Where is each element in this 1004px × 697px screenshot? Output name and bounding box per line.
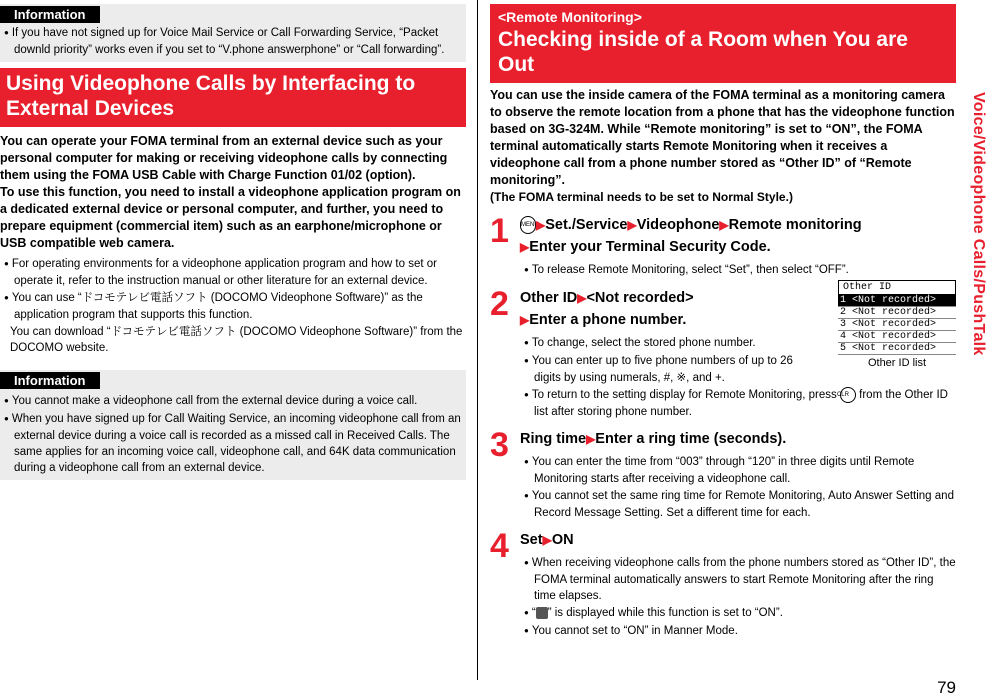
step-text: Remote monitoring bbox=[728, 217, 862, 233]
step-text: <Not recorded> bbox=[586, 290, 694, 306]
remote-monitoring-icon bbox=[536, 607, 548, 619]
screen-caption: Other ID list bbox=[867, 357, 927, 369]
arrow-icon: ▶ bbox=[719, 218, 729, 232]
step-text: Enter your Terminal Security Code. bbox=[529, 239, 771, 255]
step-text: Set bbox=[520, 532, 543, 549]
screen-row: 3 <Not recorded> bbox=[838, 319, 956, 331]
header-subtitle: <Remote Monitoring> bbox=[498, 9, 642, 25]
left-column bbox=[0, 4, 466, 480]
step-text: Enter a phone number. bbox=[529, 312, 687, 328]
step-instruction bbox=[520, 529, 956, 551]
step-text: Other ID bbox=[520, 290, 578, 306]
screen-row: 5 <Not recorded> bbox=[838, 343, 956, 355]
clr-key-icon: CLR bbox=[840, 387, 856, 403]
arrow-icon: ▶ bbox=[520, 240, 530, 254]
arrow-icon: ▶ bbox=[586, 432, 596, 447]
information-header: Information bbox=[0, 6, 100, 23]
intro-note: (The FOMA terminal needs to be set to Normal Style.) bbox=[490, 190, 793, 204]
remote-monitoring-header bbox=[490, 4, 956, 83]
step-text: Videophone bbox=[636, 217, 720, 233]
chapter-side-tab bbox=[960, 92, 996, 392]
arrow-icon: ▶ bbox=[542, 533, 552, 548]
information-box-1 bbox=[0, 4, 466, 62]
bullet-text: from the Other ID list after storing phone number. bbox=[534, 389, 948, 419]
bullet-text: To return to the setting display for Remote Monitoring, press bbox=[531, 389, 837, 402]
arrow-icon: ▶ bbox=[627, 218, 637, 232]
step-instruction bbox=[520, 214, 956, 236]
step-instruction bbox=[520, 236, 956, 258]
information-header: Information bbox=[0, 372, 100, 389]
intro-paragraph: You can use the inside camera of the FOMA terminal as a monitoring camera to observe the remote location from a phone that has the videophone function based on 3G-324M. While “Remote monitoring” is set to “ON”, the FOMA terminal automatically starts Remote Monitoring when it receives a videophone call from a phone number stored as “Other ID” of “Remote monitoring”. bbox=[490, 88, 955, 187]
intro-paragraph: You can operate your FOMA terminal from an external device such as your personal computer for making or receiving videophone calls by connecting them using the FOMA USB Cable with Charge Function 01/02 (option). bbox=[0, 134, 448, 182]
section-title: Using Videophone Calls by Interfacing to External Devices bbox=[0, 68, 466, 127]
step-bullet: ● You can enter up to five phone numbers of up to 26 digits by using numerals, #, ※, and +. bbox=[522, 353, 822, 386]
step-number: 4 bbox=[490, 527, 509, 566]
arrow-icon: ▶ bbox=[577, 291, 587, 305]
information-bullet: ● You cannot make a videophone call from the external device during a voice call. bbox=[2, 393, 466, 410]
step-bullet: ● You cannot set to “ON” in Manner Mode. bbox=[522, 623, 956, 640]
step-bullet bbox=[522, 387, 956, 420]
information-bullet: ● When you have signed up for Call Waiting Service, an incoming videophone call from an external device during a voice call is recorded as a missed call in Received Calls. The same applies for an incoming voice call, videophone call, and 64K data communication during a videophone call from an external device. bbox=[2, 411, 466, 476]
step-number: 2 bbox=[490, 285, 509, 323]
information-bullet: ● If you have not signed up for Voice Mail Service or Call Forwarding Service, “Packet downld priority” works even if you set to “V.phone answerphone” or “Call forwarding”. bbox=[2, 25, 466, 58]
step-3 bbox=[490, 428, 956, 521]
bullet-text: ” is displayed while this function is set to “ON”. bbox=[547, 607, 783, 620]
step-bullet: ● To change, select the stored phone number. bbox=[522, 335, 822, 352]
step-number: 1 bbox=[490, 212, 509, 250]
step-bullet: ● You can enter the time from “003” through “120” in three digits until Remote Monitoring starts after receiving a videophone call. bbox=[522, 454, 956, 487]
step-instruction bbox=[520, 428, 956, 450]
step-4 bbox=[490, 529, 956, 640]
requirement-paragraph: To use this function, you need to install a videophone application program on a dedicated external device or personal computer, and further, you need to prepare equipment (commercial item) such as an earphone/microphone or USB compatible web camera. bbox=[0, 185, 461, 250]
arrow-icon: ▶ bbox=[520, 313, 530, 327]
bullet-subtext: You can download “ドコモテレビ電話ソフト (DOCOMO Videophone Software)” from the DOCOMO website. bbox=[10, 326, 463, 354]
step-bullet: ● You cannot set the same ring time for Remote Monitoring, Auto Answer Setting and Record Message Setting. Set a different time for each. bbox=[522, 488, 956, 521]
screen-row: 4 <Not recorded> bbox=[838, 331, 956, 343]
step-text: ON bbox=[551, 532, 574, 549]
information-box-2 bbox=[0, 370, 466, 480]
bullet-item: ● You can use “ドコモテレビ電話ソフト (DOCOMO Videophone Software)” as the application program that supports this function. bbox=[2, 290, 466, 323]
step-number: 3 bbox=[490, 426, 509, 465]
step-text: Set./Service bbox=[545, 217, 628, 233]
step-bullet: ● To release Remote Monitoring, select “Set”, then select “OFF”. bbox=[522, 262, 956, 279]
header-title: Checking inside of a Room when You are Out bbox=[498, 28, 908, 76]
bullet-item: ● For operating environments for a videophone application program and how to set or operate it, refer to the instruction manual or other literature for an external device. bbox=[2, 256, 466, 289]
step-text: Ring time bbox=[520, 431, 587, 448]
step-1 bbox=[490, 214, 956, 279]
chapter-title: Voice/Videophone Calls/PushTalk bbox=[970, 92, 987, 356]
page-number: 79 bbox=[937, 678, 956, 697]
screen-row: 1 <Not recorded> bbox=[838, 295, 956, 307]
step-bullet bbox=[522, 605, 956, 622]
arrow-icon: ▶ bbox=[536, 218, 546, 232]
column-divider bbox=[477, 0, 478, 680]
bullet-text: “ bbox=[531, 607, 536, 620]
screen-row: 2 <Not recorded> bbox=[838, 307, 956, 319]
step-bullet: ● When receiving videophone calls from the phone numbers stored as “Other ID”, the FOMA terminal automatically answers to start Remote Monitoring after the ring time elapses. bbox=[522, 555, 956, 604]
menu-key-icon: MENU bbox=[520, 216, 536, 234]
screen-title: Other ID bbox=[838, 280, 956, 295]
other-id-screen bbox=[838, 280, 956, 369]
step-text: Enter a ring time (seconds). bbox=[595, 431, 787, 448]
